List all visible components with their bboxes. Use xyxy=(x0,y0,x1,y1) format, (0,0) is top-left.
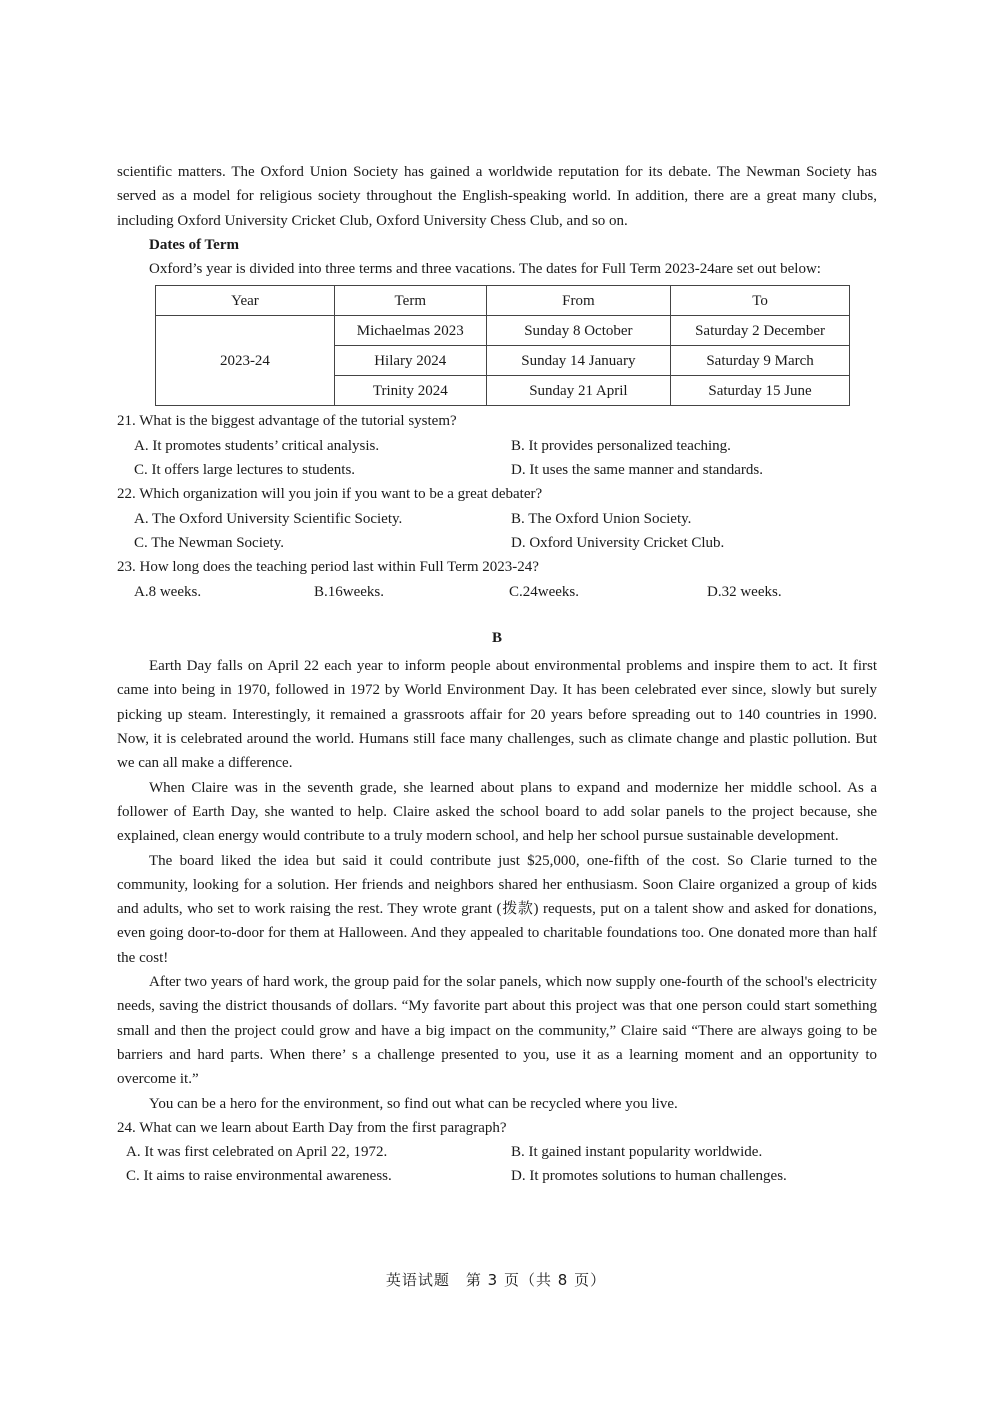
passage-b-paragraph: You can be a hero for the environment, so find out what can be recycled where you live. xyxy=(149,1095,678,1112)
term-cell: Hilary 2024 xyxy=(334,346,486,376)
question-22-stem: 22. Which organization will you join if you want to be a great debater? xyxy=(117,486,543,503)
question-24-stem: 24. What can we learn about Earth Day from the first paragraph? xyxy=(117,1119,507,1136)
question-21-options xyxy=(117,434,877,458)
option-c[interactable]: C.24weeks. xyxy=(509,583,579,600)
question-24-options xyxy=(117,1164,877,1188)
dates-of-term-heading: Dates of Term xyxy=(149,236,239,253)
from-cell: Sunday 8 October xyxy=(486,316,670,346)
question-21-options xyxy=(117,458,877,482)
header-from: From xyxy=(486,286,670,316)
exam-page xyxy=(117,160,877,1189)
section-b-label: B xyxy=(491,629,502,646)
option-c[interactable]: C. The Newman Society. xyxy=(134,534,284,551)
header-to: To xyxy=(671,286,850,316)
option-b[interactable]: B. It provides personalized teaching. xyxy=(511,437,731,454)
page-footer: 英语试题 第 3 页（共 8 页） xyxy=(385,1271,607,1289)
option-d[interactable]: D. It uses the same manner and standards. xyxy=(511,462,764,479)
option-a[interactable]: A. It was first celebrated on April 22, 1972. xyxy=(126,1144,388,1161)
to-cell: Saturday 9 March xyxy=(671,346,850,376)
question-22-options xyxy=(117,507,877,531)
option-c[interactable]: C. It offers large lectures to students. xyxy=(134,462,356,479)
option-a[interactable]: A. It promotes students’ critical analysis. xyxy=(134,437,380,454)
option-a[interactable]: A. The Oxford University Scientific Society. xyxy=(134,510,403,527)
header-term: Term xyxy=(334,286,486,316)
question-23-stem: 23. How long does the teaching period last within Full Term 2023-24? xyxy=(117,559,539,576)
to-cell: Saturday 2 December xyxy=(671,316,850,346)
question-23-options xyxy=(117,580,877,604)
option-a[interactable]: A.8 weeks. xyxy=(134,583,202,600)
passage-a-continuation: scientific matters. The Oxford Union Society has gained a worldwide reputation for its debate. The Newman Society has served as a model for religious society throughout the English-speaking world. In addition, there are a great many clubs, including Oxford University Cricket Club, Oxford University Chess Club, and so on. xyxy=(117,164,877,229)
option-b[interactable]: B.16weeks. xyxy=(314,583,384,600)
passage-b-paragraph: When Claire was in the seventh grade, she learned about plans to expand and modernize her middle school. As a follower of Earth Day, she wanted to help. Claire asked the school board to add solar panels to the project because, she explained, clean energy would contribute to a truly modern school, and help her school pursue sustainable development. xyxy=(117,779,877,845)
passage-b-paragraph: The board liked the idea but said it could contribute just $25,000, one-fifth of the cost. So Clarie turned to the community, looking for a solution. Her friends and neighbors shared her enthusiasm. Soon Claire organized a group of kids and adults, who set to work raising the rest. They wrote grant (拨款) requests, put on a talent show and asked for donations, even going door-to-door for them at Halloween. And they appealed to charitable foundations too. One donated more than half the cost! xyxy=(117,852,877,966)
from-cell: Sunday 14 January xyxy=(486,346,670,376)
to-cell: Saturday 15 June xyxy=(671,376,850,406)
option-b[interactable]: B. It gained instant popularity worldwide. xyxy=(511,1144,763,1161)
table-header-row xyxy=(156,286,850,316)
header-year: Year xyxy=(156,286,335,316)
dates-intro: Oxford’s year is divided into three terms and three vacations. The dates for Full Term 2023-24are set out below: xyxy=(149,261,821,278)
passage-b-paragraph: After two years of hard work, the group paid for the solar panels, which now supply one-fourth of the school's electricity needs, saving the district thousands of dollars. “My favorite part about this project was that one person could start something small and then the project could grow and have a big impact on the community,” Claire said “There are always going to be barriers and hard parts. When there’ s a challenge presented to you, use it as a learning moment and an opportunity to overcome it.” xyxy=(117,974,877,1088)
question-21-stem: 21. What is the biggest advantage of the tutorial system? xyxy=(117,413,457,430)
question-22-options xyxy=(117,531,877,555)
table-row xyxy=(156,316,850,346)
option-d[interactable]: D. It promotes solutions to human challenges. xyxy=(511,1168,787,1185)
year-cell: 2023-24 xyxy=(156,316,335,406)
option-b[interactable]: B. The Oxford Union Society. xyxy=(511,510,692,527)
option-c[interactable]: C. It aims to raise environmental awareness. xyxy=(126,1168,392,1185)
question-24-options xyxy=(117,1140,877,1164)
term-cell: Trinity 2024 xyxy=(334,376,486,406)
term-dates-table xyxy=(155,285,850,406)
passage-b-paragraph: Earth Day falls on April 22 each year to inform people about environmental problems and inspire them to act. It first came into being in 1970, followed in 1972 by World Environment Day. It has been celebrated ever since, slowly but surely picking up steam. Interestingly, it remained a grassroots affair for 20 years before spreading out to 140 countries in 1990. Now, it is celebrated around the world. Humans still face many challenges, such as climate change and plastic pollution. But we can all make a difference. xyxy=(117,658,877,772)
term-cell: Michaelmas 2023 xyxy=(334,316,486,346)
option-d[interactable]: D.32 weeks. xyxy=(707,583,782,600)
from-cell: Sunday 21 April xyxy=(486,376,670,406)
option-d[interactable]: D. Oxford University Cricket Club. xyxy=(511,534,725,551)
